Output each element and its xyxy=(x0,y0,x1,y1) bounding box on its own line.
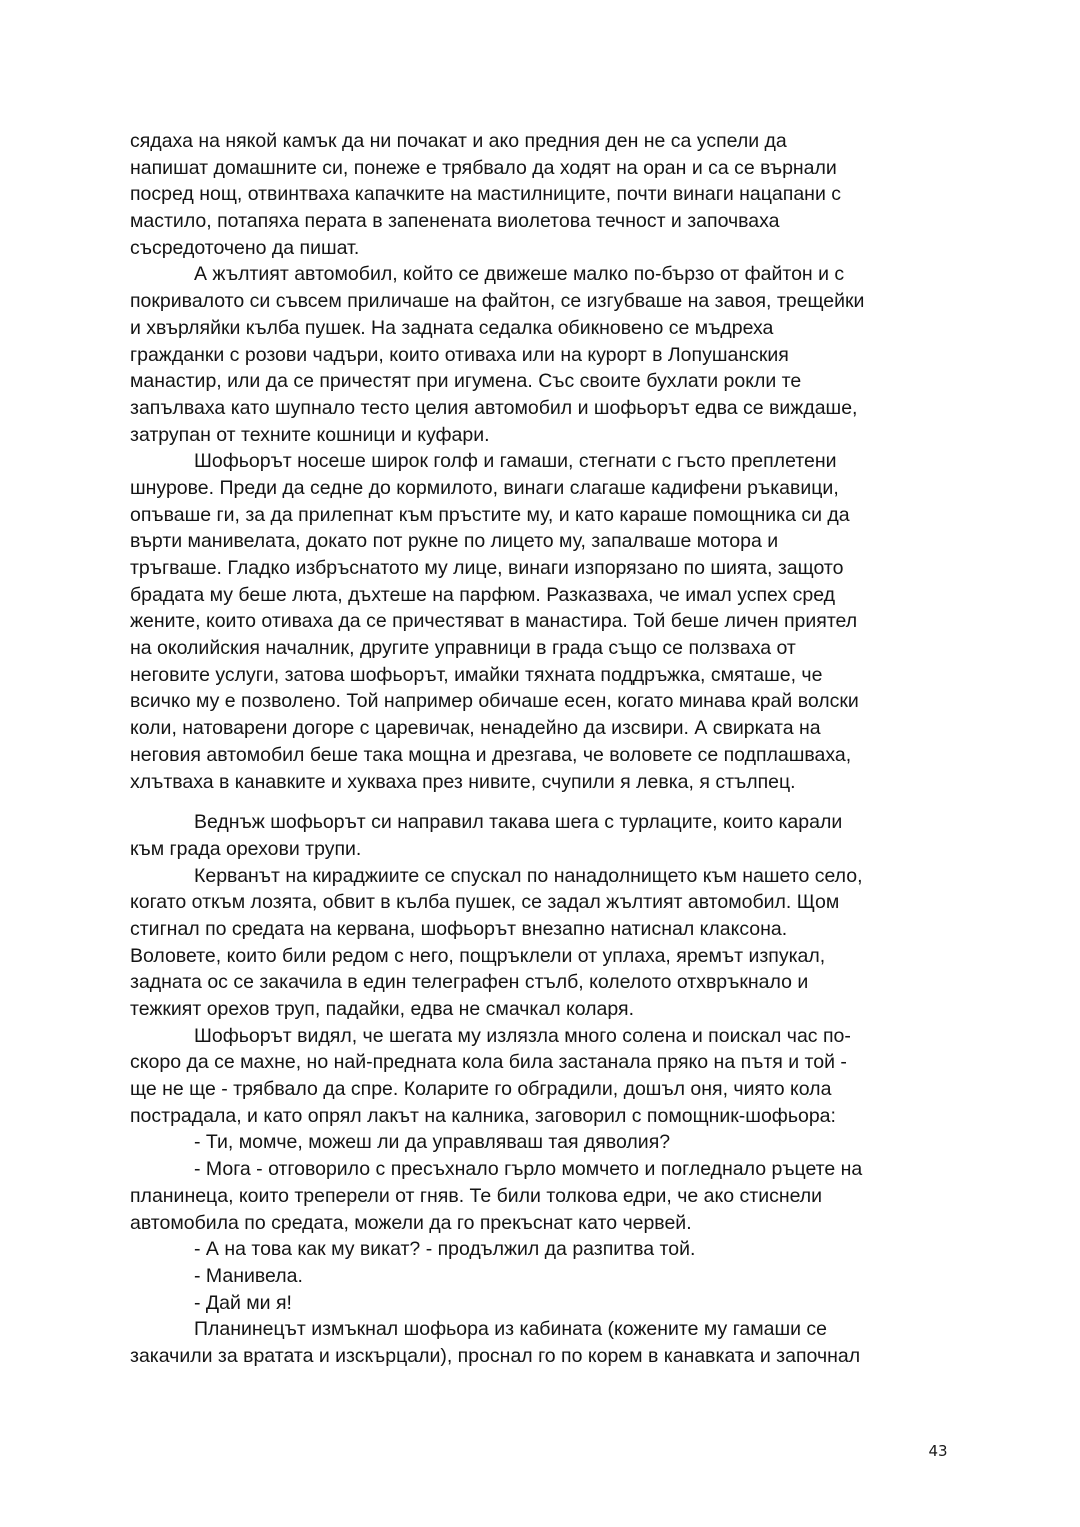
dialogue-line: - Ти, момче, можеш ли да управляваш тая дяволия? xyxy=(194,1131,671,1154)
text-line: затрупан от техните кошници и куфари. xyxy=(130,423,490,446)
text-body xyxy=(130,128,960,1370)
text-line: посред нощ, отвинтваха капачките на мастилниците, почти винаги нацапани с xyxy=(130,183,841,206)
text-line: закачили за вратата и изскърцали), проснал го по корем в канавката и започнал xyxy=(130,1344,861,1367)
text-line: хлътваха в канавките и хукваха през нивите, счупили я левка, я стълпец. xyxy=(130,770,796,793)
dialogue-line: - А на това как му викат? - продължил да разпитва той. xyxy=(194,1238,696,1261)
text-line: задната ос се закачила в един телеграфен стълб, колелото отхвръкнало и xyxy=(130,971,809,994)
text-line: ще не ще - трябвало да спре. Коларите го обградили, дошъл оня, чиято кола xyxy=(130,1078,832,1101)
page-number: 43 xyxy=(928,1442,948,1460)
text-line: върти манивелата, докато пот рукне по лицето му, запалваше мотора и xyxy=(130,530,779,553)
paragraph-first-line: Керванът на кираджиите се спускал по нанадолнището към нашето село, xyxy=(194,864,863,887)
dialogue-line: - Дай ми я! xyxy=(194,1291,292,1314)
text-line: неговите услуги, затова шофьорът, имайки тяхната поддръжка, смяташе, че xyxy=(130,663,823,686)
text-line: коли, натоварени догоре с царевичак, ненадейно да изсвири. А свирката на xyxy=(130,717,821,740)
text-line: скоро да се махне, но най-предната кола била застанала пряко на пътя и той - xyxy=(130,1051,847,1074)
text-line: и хвърляйки кълба пушек. На задната седалка обикновено се мъдреха xyxy=(130,316,774,339)
text-line: неговия автомобил беше така мощна и дрезгава, че воловете се подплашваха, xyxy=(130,743,852,766)
text-line: покривалото си съвсем приличаше на файтон, се изгубваше на завоя, трещейки xyxy=(130,290,865,313)
dialogue-line: - Мога - отговорило с пресъхнало гърло момчето и погледнало ръцете на xyxy=(194,1158,863,1181)
text-line: Воловете, които били редом с него, пощръклели от уплаха, яремът изпукал, xyxy=(130,944,826,967)
text-line: пострадала, и като опрял лакът на калника, заговорил с помощник-шофьора: xyxy=(130,1104,836,1127)
text-line: шнурове. Преди да седне до кормилото, винаги слагаше кадифени ръкавици, xyxy=(130,476,839,499)
paragraph-first-line: Планинецът измъкнал шофьора из кабината (кожените му гамаши се xyxy=(194,1318,828,1341)
text-line: съсредоточено да пишат. xyxy=(130,236,360,259)
text-line: тежкият орехов труп, падайки, едва не смачкал коларя. xyxy=(130,998,635,1020)
text-line: жените, които отиваха да се причестяват в манастира. Той беше личен приятел xyxy=(130,610,858,633)
text-line: автомобила по средата, можели да го прекъснат като червей. xyxy=(130,1211,692,1234)
text-line: запълваха като шупнало тесто целия автомобил и шофьорът едва се виждаше, xyxy=(130,396,858,419)
text-line: напишат домашните си, понеже е трябвало да ходят на оран и са се върнали xyxy=(130,156,837,179)
text-line: опъваше ги, за да прилепнат към пръстите му, и като караше помощника си да xyxy=(130,503,850,526)
paragraph-gap xyxy=(130,795,960,809)
paragraph-first-line: А жълтият автомобил, който се движеше малко по-бързо от файтон и с xyxy=(194,263,845,286)
paragraph-first-line: Шофьорът видял, че шегата му излязла много солена и поискал час по- xyxy=(194,1024,851,1047)
text-line: брадата му беше люта, дъхтеше на парфюм. Разказваха, че имал успех сред xyxy=(130,583,836,606)
paragraph-first-line: Веднъж шофьорът си направил такава шега с турлаците, които карали xyxy=(194,811,843,834)
text-line: планинеца, които треперели от гняв. Те били толкова едри, че ако стиснели xyxy=(130,1184,823,1207)
text-line: всичко му е позволено. Той например обичаше есен, когато минава край волски xyxy=(130,690,859,713)
text-line: тръгваше. Гладко избръснатото му лице, винаги изпорязано по шията, защото xyxy=(130,557,844,579)
text-line: гражданки с розови чадъри, които отиваха или на курорт в Лопушанския xyxy=(130,343,789,366)
text-line: сядаха на някой камък да ни почакат и ако предния ден не са успели да xyxy=(130,130,787,152)
text-line: мастило, потапяха перата в запенената виолетова течност и започваха xyxy=(130,210,780,233)
text-line: когато откъм лозята, обвит в кълба пушек, се задал жълтият автомобил. Щом xyxy=(130,891,840,914)
text-line: към града орехови трупи. xyxy=(130,837,362,860)
text-line: стигнал по средата на кервана, шофьорът внезапно натиснал клаксона. xyxy=(130,917,788,940)
paragraph-first-line: Шофьорът носеше широк голф и гамаши, стегнати с гъсто преплетени xyxy=(194,450,837,473)
text-line: на околийския началник, другите управници в града също се ползваха от xyxy=(130,637,796,660)
text-line: манастир, или да се причестят при игумена. Със своите бухлати рокли те xyxy=(130,370,802,393)
dialogue-line: - Манивела. xyxy=(194,1264,303,1287)
